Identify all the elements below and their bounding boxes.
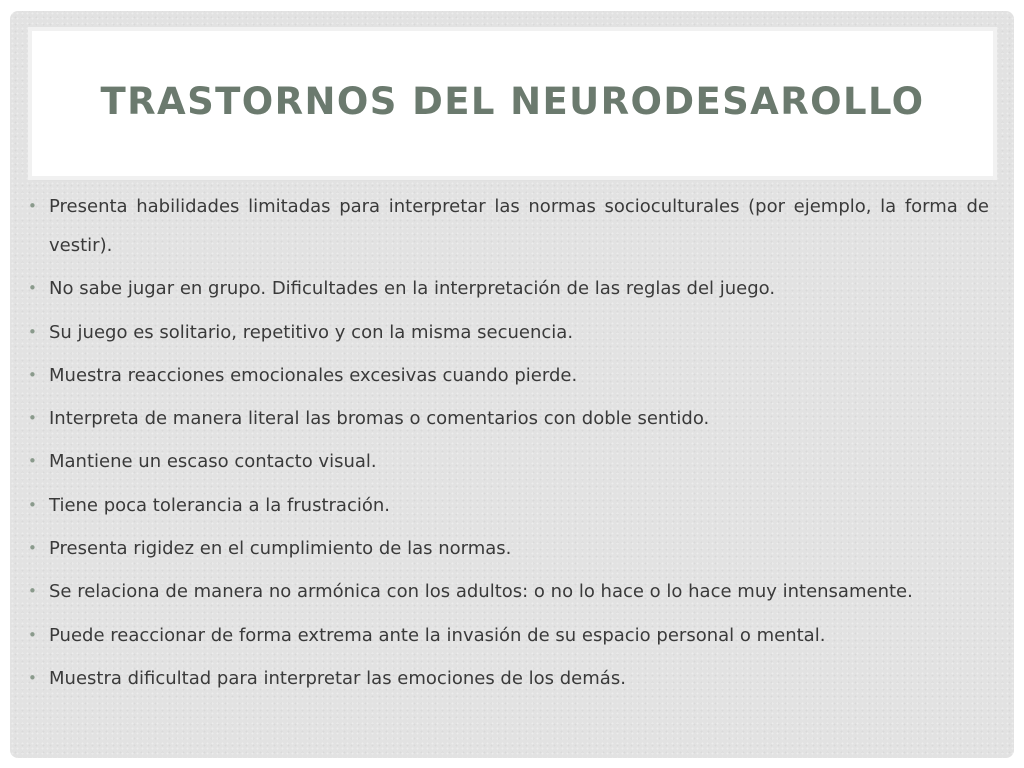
bullet-text: Presenta rigidez en el cumplimiento de las normas.: [49, 538, 512, 560]
bullet-item: [28, 529, 989, 568]
bullet-text: No sabe jugar en grupo. Dificultades en la interpretación de las reglas del juego.: [49, 278, 776, 300]
bullet-list: [28, 187, 989, 702]
bullet-icon: •: [28, 452, 37, 471]
slide: [10, 11, 1014, 758]
bullet-item: [28, 486, 989, 525]
slide-title: TRASTORNOS DEL NEURODESAROLLO: [100, 80, 925, 123]
bullet-text: Muestra reacciones emocionales excesivas cuando pierde.: [49, 364, 578, 386]
bullet-text: Presenta habilidades limitadas para interpretar las normas socioculturales (por ejemplo, la forma de vestir).: [49, 196, 989, 256]
bullet-icon: •: [28, 365, 37, 384]
bullet-item: [28, 399, 989, 438]
bullet-item: [28, 442, 989, 481]
bullet-icon: •: [28, 495, 37, 514]
bullet-text: Tiene poca tolerancia a la frustración.: [49, 494, 390, 516]
bullet-icon: •: [28, 582, 37, 601]
bullet-icon: •: [28, 539, 37, 558]
title-box: [32, 31, 993, 176]
bullet-item: [28, 659, 989, 698]
bullet-item: [28, 572, 989, 611]
bullet-text: Muestra dificultad para interpretar las emociones de los demás.: [49, 667, 626, 689]
bullet-icon: •: [28, 625, 37, 644]
bullet-icon: •: [28, 409, 37, 428]
bullet-text: Interpreta de manera literal las bromas o comentarios con doble sentido.: [49, 408, 710, 430]
bullet-icon: •: [28, 322, 37, 341]
bullet-text: Se relaciona de manera no armónica con los adultos: o no lo hace o lo hace muy intensamente.: [49, 581, 913, 603]
bullet-item: [28, 187, 989, 265]
bullet-item: [28, 356, 989, 395]
bullet-text: Mantiene un escaso contacto visual.: [49, 451, 377, 473]
bullet-text: Puede reaccionar de forma extrema ante la invasión de su espacio personal o mental.: [49, 624, 826, 646]
bullet-item: [28, 313, 989, 352]
bullet-item: [28, 616, 989, 655]
bullet-item: [28, 269, 989, 308]
bullet-icon: •: [28, 668, 37, 687]
bullet-icon: •: [28, 279, 37, 298]
bullet-text: Su juego es solitario, repetitivo y con la misma secuencia.: [49, 321, 574, 343]
bullet-icon: •: [28, 197, 37, 215]
